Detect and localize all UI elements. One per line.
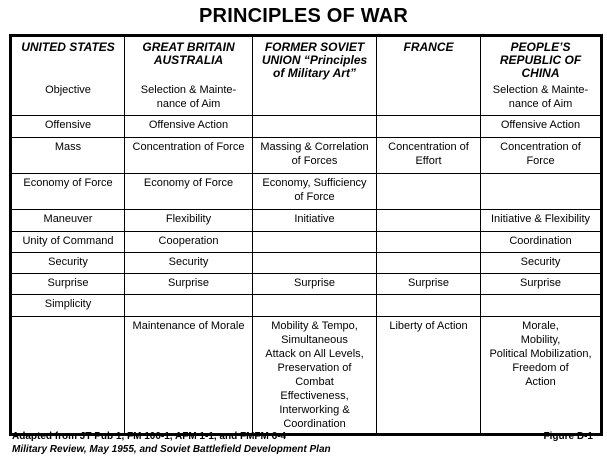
table-cell [253,253,377,274]
table-cell [481,138,602,174]
table-cell [377,138,481,174]
table-cell [125,210,253,232]
header-row [11,36,602,116]
table-cell [11,253,125,274]
table-cell [125,116,253,138]
header-line: FRANCE [403,40,454,54]
cell-line: Liberty of Action [389,320,468,332]
cell-text [484,276,597,290]
cell-line: Coordination [283,418,346,430]
table-row [11,174,602,210]
cell-text [484,118,597,132]
table-cell [253,274,377,295]
cell-text [15,118,121,132]
header-line: of Military Art” [273,66,356,80]
cell-line: nance of Aim [156,98,221,110]
cell-line: Cooperation [158,235,219,247]
table-cell [377,317,481,435]
cell-line: Political Mobilization, [489,348,592,360]
cell-line: Initiative [294,213,335,225]
page-title: PRINCIPLES OF WAR [199,5,408,27]
table-cell [481,317,602,435]
cell-text [128,234,249,248]
header-line: UNION “Principles [261,53,368,67]
cell-line: of Forces [291,155,338,167]
cell-line: Effectiveness, [280,390,349,402]
table-row [11,274,602,295]
header-cell-united-states [11,36,125,116]
cell-line: Coordination [509,235,572,247]
header-cell-peoples-republic-of-china [481,36,602,116]
cell-line: Preservation of [277,362,352,374]
source-footnote-secondary: Military Review, May 1955, and Soviet Battlefield Development Plan [12,444,331,455]
cell-text [128,140,249,154]
cell-text [256,276,373,290]
cell-text [256,319,373,431]
cell-line: Offensive Action [500,119,581,131]
table-cell [11,174,125,210]
cell-text [15,140,121,154]
cell-line: Concentration of [500,141,581,153]
header-line: CHINA [521,66,560,80]
table-cell [377,295,481,317]
cell-line: Maneuver [43,213,93,225]
cell-line: Economy of Force [143,177,234,189]
cell-text [256,140,373,168]
table-cell [481,116,602,138]
table-row [11,116,602,138]
table-cell [125,174,253,210]
cell-text [128,212,249,226]
source-footnote: Adapted from JT Pub 1, FM 100-1, AFM 1-1, and FMFM 6-4 [12,431,287,442]
cell-line: Offensive Action [148,119,229,131]
table-cell [481,274,602,295]
cell-line: Offensive [44,119,92,131]
header-line: GREAT BRITAIN [142,40,235,54]
cell-line: Economy, Sufficiency [262,177,367,189]
cell-line: Security [168,256,209,268]
table-cell [125,232,253,253]
cell-text [484,140,597,168]
header-cell-france [377,36,481,116]
cell-text [380,276,477,290]
table-cell [377,210,481,232]
table-cell [253,317,377,435]
cell-line: Surprise [408,277,449,289]
header-line: UNITED STATES [21,40,115,54]
table-cell [377,232,481,253]
table-cell [253,174,377,210]
table-cell [253,116,377,138]
cell-line: Force [526,155,555,167]
cell-line: Concentration of Force [132,141,245,153]
cell-line: Surprise [520,277,561,289]
table-cell [481,232,602,253]
table-row [11,295,602,317]
header-cell-great-britain-australia [125,36,253,116]
cell-line: Surprise [294,277,335,289]
table-cell [11,274,125,295]
table-row [11,210,602,232]
table-cell [253,138,377,174]
header-line: FORMER SOVIET [264,40,365,54]
table-cell [11,317,125,435]
cell-line: Freedom of [512,362,569,374]
table-cell [481,210,602,232]
cell-line: Initiative & Flexibility [490,213,591,225]
table-row [11,232,602,253]
cell-text [15,234,121,248]
cell-line: Flexibility [165,213,212,225]
cell-text [15,176,121,190]
cell-line: Security [520,256,561,268]
cell-text [128,255,249,269]
table-cell [125,295,253,317]
principles-of-war-table [9,34,603,436]
cell-text [484,255,597,269]
cell-line: Surprise [47,277,89,289]
cell-text [128,118,249,132]
cell-text [15,297,121,311]
cell-text [15,276,121,290]
cell-line: Mass [54,141,82,153]
cell-line: Selection & Mainte- [140,84,237,96]
cell-line: Concentration of [388,141,469,153]
table-cell [125,317,253,435]
cell-line: Economy of Force [23,177,113,189]
table-cell [377,274,481,295]
table-cell [253,210,377,232]
cell-text [128,176,249,190]
table-cell [253,232,377,253]
table-cell [125,138,253,174]
table-cell [11,232,125,253]
cell-text [380,319,477,333]
cell-text [256,176,373,204]
table-cell [377,174,481,210]
cell-text [128,276,249,290]
cell-line: Interworking & [279,404,350,416]
header-cell-former-soviet-union [253,36,377,116]
header-line: PEOPLE’S [510,40,571,54]
cell-text [484,212,597,226]
cell-line: Mobility & Tempo, [271,320,358,332]
cell-text [380,140,477,168]
cell-text [15,255,121,269]
cell-line: Massing & Correlation [260,141,369,153]
cell-line: Simultaneous [281,334,348,346]
cell-line: Morale, [522,320,559,332]
cell-line: Maintenance of Morale [132,320,245,332]
table-cell [11,210,125,232]
table-cell [11,295,125,317]
table-cell [11,138,125,174]
table-cell [253,295,377,317]
table-cell [125,253,253,274]
cell-line: Action [525,376,556,388]
cell-line: Attack on All Levels, [265,348,364,360]
table-cell [481,174,602,210]
cell-line: Combat [295,376,334,388]
figure-label: Figure D-1 [543,431,593,442]
cell-line: Simplicity [44,298,92,310]
table-cell [125,274,253,295]
table-row [11,317,602,435]
table-cell [377,116,481,138]
table-cell [481,253,602,274]
cell-text [15,212,121,226]
cell-line: Objective [45,84,91,96]
cell-line: of Force [294,191,335,203]
cell-text [484,319,597,389]
cell-text [128,319,249,333]
header-line: AUSTRALIA [153,53,224,67]
table-cell [481,295,602,317]
cell-text [484,234,597,248]
cell-line: nance of Aim [508,98,573,110]
table-cell [11,116,125,138]
cell-line: Unity of Command [22,235,114,247]
header-line: REPUBLIC OF [499,53,582,67]
table-row [11,253,602,274]
cell-text [256,212,373,226]
cell-line: Mobility, [520,334,561,346]
cell-line: Security [48,256,88,268]
table-cell [377,253,481,274]
table-row [11,138,602,174]
cell-line: Effort [415,155,442,167]
cell-line: Surprise [168,277,209,289]
cell-line: Selection & Mainte- [492,84,589,96]
